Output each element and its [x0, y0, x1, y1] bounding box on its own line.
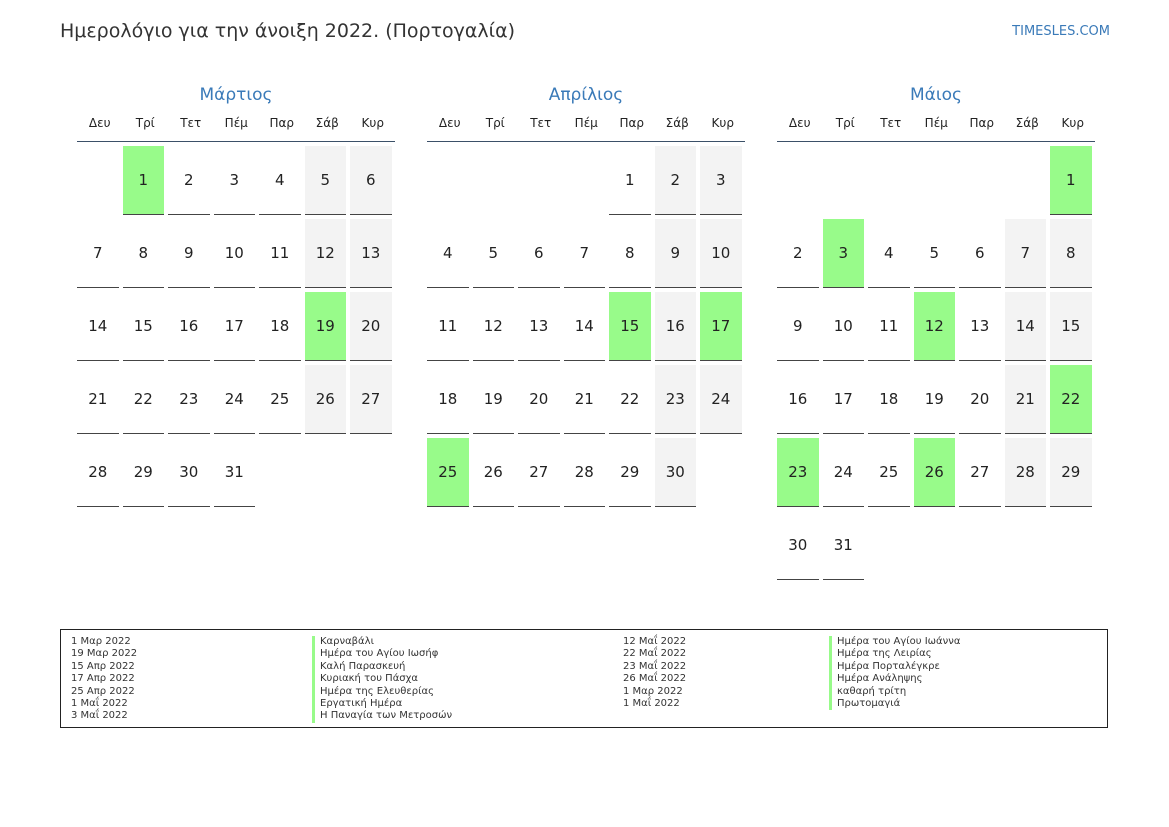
weekday-label: Πέμ: [224, 116, 248, 130]
day-cell: [868, 365, 914, 438]
month-title: Μάρτιος: [199, 85, 273, 105]
weekday-label: Τετ: [180, 116, 202, 130]
day-number: 7: [1005, 219, 1047, 288]
holiday-legend: [60, 629, 1108, 728]
weekday-label: Δευ: [438, 116, 461, 130]
legend-date: 1 Μαΐ 2022: [71, 697, 128, 709]
day-cell: [427, 365, 473, 438]
day-cell: [1050, 292, 1096, 365]
day-cell: [823, 365, 869, 438]
day-cell: [959, 292, 1005, 365]
legend-date: 1 Μαρ 2022: [623, 685, 683, 697]
day-cell: [259, 219, 305, 292]
day-number: 17: [700, 292, 742, 361]
day-number: 17: [823, 365, 865, 434]
day-number: 21: [77, 365, 119, 434]
day-cell: [959, 438, 1005, 511]
day-cell: [305, 146, 351, 219]
day-number: 24: [823, 438, 865, 507]
month-may: [777, 84, 1095, 584]
day-cell: [655, 438, 701, 511]
day-number: 11: [427, 292, 469, 361]
day-number: 30: [655, 438, 697, 507]
day-number: 22: [123, 365, 165, 434]
legend-date: 1 Μαΐ 2022: [623, 697, 680, 709]
day-number: 15: [609, 292, 651, 361]
day-number: 17: [214, 292, 256, 361]
day-number: 10: [823, 292, 865, 361]
day-number: 21: [564, 365, 606, 434]
day-cell: [777, 511, 823, 584]
empty-cell: [914, 146, 960, 219]
day-number: 5: [914, 219, 956, 288]
legend-holiday-name: Ημέρα της Ελευθερίας: [312, 686, 452, 698]
legend-names-left: [312, 636, 452, 723]
day-number: 11: [259, 219, 301, 288]
weekday-header: [77, 116, 395, 142]
legend-holiday-name: Πρωτομαγιά: [829, 698, 960, 710]
day-cell: [959, 365, 1005, 438]
day-number: 19: [305, 292, 347, 361]
day-cell: [777, 365, 823, 438]
day-number: 6: [518, 219, 560, 288]
day-number: 15: [1050, 292, 1092, 361]
legend-date: 26 Μαΐ 2022: [623, 673, 687, 685]
month-title: Απρίλιος: [548, 85, 624, 105]
day-cell: [473, 219, 519, 292]
day-number: 7: [77, 219, 119, 288]
day-number: 24: [700, 365, 742, 434]
weekday-label: Τρί: [485, 116, 505, 130]
day-number: 5: [473, 219, 515, 288]
day-cell: [473, 292, 519, 365]
day-cell: [518, 219, 564, 292]
day-cell: [214, 292, 260, 365]
day-number: 8: [123, 219, 165, 288]
day-number: 14: [77, 292, 119, 361]
weekday-label: Παρ: [269, 116, 295, 130]
day-number: 9: [168, 219, 210, 288]
day-number: 28: [77, 438, 119, 507]
weekday-label: Παρ: [619, 116, 645, 130]
holiday-day-cell: [914, 292, 960, 365]
weekday-label: Κυρ: [711, 116, 734, 130]
weekday-label: Τετ: [530, 116, 552, 130]
day-number: 18: [259, 292, 301, 361]
day-number: 12: [305, 219, 347, 288]
day-number: 1: [123, 146, 165, 215]
day-number: 25: [259, 365, 301, 434]
weekday-label: Δευ: [88, 116, 111, 130]
holiday-day-cell: [777, 438, 823, 511]
day-cell: [168, 438, 214, 511]
day-number: 10: [700, 219, 742, 288]
weekday-label: Σάβ: [665, 116, 689, 130]
day-number: 9: [655, 219, 697, 288]
weekday-label: Τρί: [135, 116, 155, 130]
day-number: 1: [609, 146, 651, 215]
day-cell: [564, 292, 610, 365]
day-cell: [1005, 365, 1051, 438]
day-cell: [350, 292, 396, 365]
legend-holiday-name: καθαρή τρίτη: [829, 686, 960, 698]
day-number: 3: [823, 219, 865, 288]
legend-date: 19 Μαρ 2022: [71, 648, 138, 660]
legend-holiday-name: Ημέρα Πορταλέγκρε: [829, 661, 960, 673]
legend-date: 1 Μαρ 2022: [71, 636, 131, 647]
legend-holiday-name: Ημέρα του Αγίου Ιωάννα: [829, 636, 960, 648]
day-number: 23: [655, 365, 697, 434]
day-number: 25: [868, 438, 910, 507]
day-cell: [214, 438, 260, 511]
day-cell: [168, 365, 214, 438]
day-grid: [427, 146, 745, 511]
weekday-label: Πέμ: [574, 116, 598, 130]
day-cell: [655, 219, 701, 292]
month-april: [427, 84, 745, 511]
day-number: 15: [123, 292, 165, 361]
day-cell: [823, 438, 869, 511]
empty-cell: [518, 146, 564, 219]
day-number: 29: [609, 438, 651, 507]
day-cell: [700, 219, 746, 292]
day-cell: [655, 146, 701, 219]
day-cell: [77, 292, 123, 365]
day-cell: [868, 292, 914, 365]
month-title: Μάιος: [909, 85, 962, 105]
day-cell: [564, 438, 610, 511]
weekday-label: Τρί: [835, 116, 855, 130]
day-grid: [77, 146, 395, 511]
day-cell: [350, 365, 396, 438]
day-number: 20: [518, 365, 560, 434]
legend-holiday-name: Ημέρα της Λειρίας: [829, 648, 960, 660]
weekday-label: Τετ: [880, 116, 902, 130]
legend-holiday-name: Ημέρα Ανάληψης: [829, 673, 960, 685]
day-cell: [518, 438, 564, 511]
day-cell: [868, 438, 914, 511]
weekday-label: Παρ: [969, 116, 995, 130]
holiday-day-cell: [823, 219, 869, 292]
day-number: 13: [350, 219, 392, 288]
day-grid: [777, 146, 1095, 584]
day-number: 2: [655, 146, 697, 215]
day-cell: [655, 365, 701, 438]
day-cell: [609, 219, 655, 292]
day-cell: [259, 146, 305, 219]
holiday-day-cell: [427, 438, 473, 511]
day-number: 8: [1050, 219, 1092, 288]
day-cell: [518, 292, 564, 365]
day-cell: [564, 219, 610, 292]
day-cell: [168, 292, 214, 365]
day-cell: [168, 219, 214, 292]
day-number: 6: [350, 146, 392, 215]
day-number: 23: [168, 365, 210, 434]
empty-cell: [427, 146, 473, 219]
legend-date: 17 Απρ 2022: [71, 673, 135, 685]
empty-cell: [823, 146, 869, 219]
legend-date: 23 Μαΐ 2022: [623, 660, 687, 672]
day-cell: [777, 292, 823, 365]
day-cell: [123, 219, 169, 292]
day-number: 13: [959, 292, 1001, 361]
day-number: 21: [1005, 365, 1047, 434]
legend-dates-right: [623, 636, 686, 710]
day-number: 18: [868, 365, 910, 434]
day-number: 5: [305, 146, 347, 215]
page-title: Ημερολόγιο για την άνοιξη 2022. (Πορτογαλία): [60, 20, 516, 42]
holiday-day-cell: [1050, 365, 1096, 438]
day-number: 22: [1050, 365, 1092, 434]
day-cell: [305, 219, 351, 292]
legend-holiday-name: Καρναβάλι: [312, 636, 452, 648]
empty-cell: [473, 146, 519, 219]
empty-cell: [77, 146, 123, 219]
day-number: 16: [777, 365, 819, 434]
day-number: 4: [868, 219, 910, 288]
legend-holiday-name: Καλή Παρασκευή: [312, 661, 452, 673]
day-number: 19: [914, 365, 956, 434]
day-cell: [77, 438, 123, 511]
day-cell: [123, 365, 169, 438]
holiday-day-cell: [700, 292, 746, 365]
day-number: 2: [168, 146, 210, 215]
legend-holiday-name: Εργατική Ημέρα: [312, 698, 452, 710]
legend-date: 22 Μαΐ 2022: [623, 648, 687, 660]
day-cell: [168, 146, 214, 219]
holiday-day-cell: [914, 438, 960, 511]
day-number: 4: [427, 219, 469, 288]
day-cell: [350, 146, 396, 219]
holiday-day-cell: [123, 146, 169, 219]
day-number: 24: [214, 365, 256, 434]
day-number: 11: [868, 292, 910, 361]
day-number: 2: [777, 219, 819, 288]
day-cell: [1050, 219, 1096, 292]
day-number: 20: [959, 365, 1001, 434]
legend-date: 25 Απρ 2022: [71, 685, 135, 697]
day-number: 10: [214, 219, 256, 288]
day-number: 26: [914, 438, 956, 507]
day-number: 26: [473, 438, 515, 507]
day-cell: [214, 365, 260, 438]
legend-date: 15 Απρ 2022: [71, 660, 135, 672]
day-number: 8: [609, 219, 651, 288]
day-cell: [1005, 219, 1051, 292]
day-number: 28: [564, 438, 606, 507]
legend-date: 12 Μαΐ 2022: [623, 636, 687, 647]
empty-cell: [777, 146, 823, 219]
day-number: 19: [473, 365, 515, 434]
day-cell: [609, 146, 655, 219]
day-number: 30: [777, 511, 819, 580]
day-number: 4: [259, 146, 301, 215]
day-number: 27: [350, 365, 392, 434]
day-cell: [77, 219, 123, 292]
weekday-label: Σάβ: [315, 116, 339, 130]
weekday-label: Κυρ: [361, 116, 384, 130]
day-cell: [914, 219, 960, 292]
day-cell: [214, 146, 260, 219]
empty-cell: [564, 146, 610, 219]
day-cell: [823, 511, 869, 584]
day-cell: [823, 292, 869, 365]
legend-holiday-name: Η Παναγία των Μετροσών: [312, 710, 452, 722]
day-number: 31: [214, 438, 256, 507]
day-cell: [700, 365, 746, 438]
day-cell: [1005, 292, 1051, 365]
day-cell: [259, 365, 305, 438]
day-number: 16: [168, 292, 210, 361]
month-march: [77, 84, 395, 511]
day-cell: [1005, 438, 1051, 511]
day-cell: [1050, 438, 1096, 511]
holiday-day-cell: [1050, 146, 1096, 219]
weekday-header: [427, 116, 745, 142]
day-number: 30: [168, 438, 210, 507]
day-cell: [777, 219, 823, 292]
legend-holiday-name: Κυριακή του Πάσχα: [312, 673, 452, 685]
day-number: 13: [518, 292, 560, 361]
day-number: 12: [473, 292, 515, 361]
day-cell: [868, 219, 914, 292]
empty-cell: [868, 146, 914, 219]
day-number: 3: [214, 146, 256, 215]
legend-names-right: [829, 636, 960, 710]
holiday-day-cell: [305, 292, 351, 365]
day-number: 28: [1005, 438, 1047, 507]
day-number: 29: [123, 438, 165, 507]
empty-cell: [1005, 146, 1051, 219]
empty-cell: [959, 146, 1005, 219]
day-cell: [427, 292, 473, 365]
weekday-label: Σάβ: [1015, 116, 1039, 130]
day-number: 3: [700, 146, 742, 215]
day-cell: [914, 365, 960, 438]
day-number: 23: [777, 438, 819, 507]
day-number: 20: [350, 292, 392, 361]
day-number: 31: [823, 511, 865, 580]
day-number: 6: [959, 219, 1001, 288]
day-cell: [259, 292, 305, 365]
day-cell: [123, 438, 169, 511]
day-cell: [609, 438, 655, 511]
day-number: 16: [655, 292, 697, 361]
day-number: 27: [518, 438, 560, 507]
day-number: 14: [1005, 292, 1047, 361]
legend-dates-left: [71, 636, 137, 723]
day-cell: [473, 438, 519, 511]
day-cell: [123, 292, 169, 365]
day-number: 22: [609, 365, 651, 434]
legend-holiday-name: Ημέρα του Αγίου Ιωσήφ: [312, 648, 452, 660]
day-cell: [77, 365, 123, 438]
day-number: 12: [914, 292, 956, 361]
day-number: 27: [959, 438, 1001, 507]
day-cell: [473, 365, 519, 438]
day-cell: [214, 219, 260, 292]
day-number: 1: [1050, 146, 1092, 215]
day-number: 25: [427, 438, 469, 507]
day-cell: [700, 146, 746, 219]
weekday-header: [777, 116, 1095, 142]
weekday-label: Πέμ: [924, 116, 948, 130]
day-number: 18: [427, 365, 469, 434]
day-cell: [427, 219, 473, 292]
day-number: 7: [564, 219, 606, 288]
day-cell: [959, 219, 1005, 292]
day-cell: [609, 365, 655, 438]
day-cell: [305, 365, 351, 438]
day-cell: [350, 219, 396, 292]
site-link[interactable]: TIMESLES.COM: [1012, 24, 1110, 39]
day-number: 14: [564, 292, 606, 361]
day-number: 29: [1050, 438, 1092, 507]
holiday-day-cell: [609, 292, 655, 365]
legend-date: 3 Μαΐ 2022: [71, 710, 128, 722]
weekday-label: Κυρ: [1061, 116, 1084, 130]
day-cell: [564, 365, 610, 438]
weekday-label: Δευ: [788, 116, 811, 130]
day-number: 26: [305, 365, 347, 434]
day-cell: [518, 365, 564, 438]
day-cell: [655, 292, 701, 365]
day-number: 9: [777, 292, 819, 361]
